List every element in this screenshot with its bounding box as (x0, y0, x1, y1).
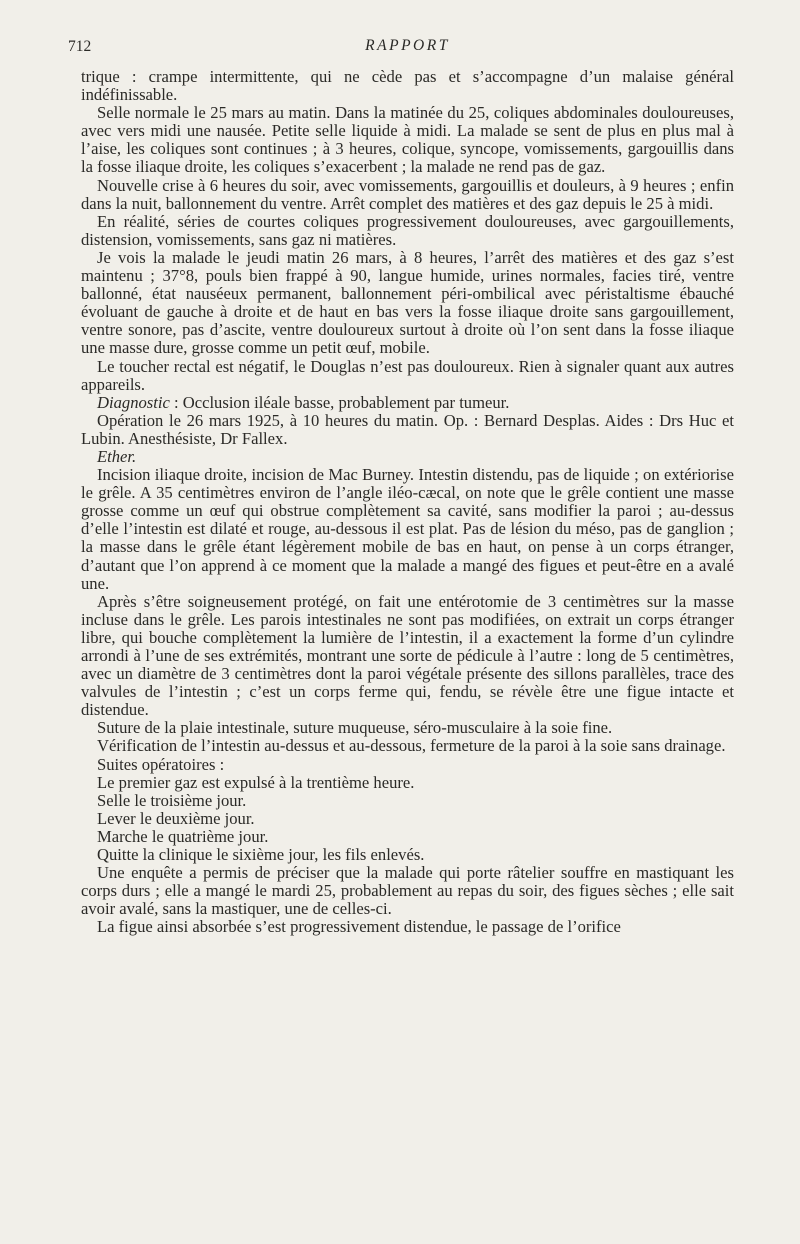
paragraph (81, 412, 734, 448)
paragraph (81, 719, 734, 737)
page-header (68, 34, 734, 68)
paragraph (81, 68, 734, 104)
paragraph (81, 358, 734, 394)
paragraph (81, 810, 734, 828)
paragraph (81, 918, 734, 936)
paragraph (81, 213, 734, 249)
paragraph-text: Quitte la clinique le sixième jour, les fils enlevés. (97, 845, 425, 865)
diagnostic-label: Diagnostic (97, 392, 170, 412)
paragraph-text: Lever le deuxième jour. (97, 808, 255, 828)
paragraph (81, 737, 734, 755)
paragraph (81, 864, 734, 918)
paragraph-text: La figue ainsi absorbée s’est progressivement distendue, le passage de l’orifice (97, 917, 621, 937)
paragraph-text: Opération le 26 mars 1925, à 10 heures du matin. Op. : Bernard Desplas. Aides : Drs Huc et Lubin. Anesthésiste, Dr Fallex. (81, 410, 734, 448)
paragraph (81, 792, 734, 810)
paragraph-text: trique : crampe intermittente, qui ne cède pas et s’accompagne d’un malaise général indéfinissable. (81, 67, 734, 105)
paragraph-anesthetic (81, 448, 734, 466)
page-number: 712 (68, 38, 92, 55)
paragraph-text: Incision iliaque droite, incision de Mac Burney. Intestin distendu, pas de liquide ; on extériorise le grêle. A 35 centimètres environ de l’angle iléo-cæcal, on note que le grêle contient une masse grosse comme un œuf qui obstrue complètement sa cavité, sans modifier la paroi ; au-dessus d’elle l’intestin est dilaté et rouge, au-dessous il est plat. Pas de lésion du méso, pas de ganglion ; la masse dans le grêle étant légèrement mobile de bas en haut, on pense à un corps étranger, d’autant que l’on apprend à ce moment que la malade a mangé des figues et peut-être en a avalé une. (81, 465, 734, 593)
paragraph (81, 249, 734, 358)
body-text (81, 68, 734, 937)
paragraph (81, 846, 734, 864)
paragraph-text: En réalité, séries de courtes coliques progressivement douloureuses, avec gargouillements, distension, vomissements, sans gaz ni matières. (81, 211, 734, 249)
paragraph (81, 593, 734, 720)
paragraph-text: Nouvelle crise à 6 heures du soir, avec vomissements, gargouillis et douleurs, à 9 heures ; enfin dans la nuit, ballonnement du ventre. Arrêt complet des matières et des gaz depuis le 25 à midi. (81, 175, 734, 213)
paragraph-text: Je vois la malade le jeudi matin 26 mars, à 8 heures, l’arrêt des matières et des gaz s’est maintenu ; 37°8, pouls bien frappé à 90, langue humide, urines normales, facies tiré, ventre ballonné, état nauséeux permanent, ballonnement péri-ombilical avec péristaltisme ébauché évoluant de gauche à droite et de haut en bas vers la fosse iliaque droite sans gargouillement, ventre sonore, pas d’ascite, ventre douloureux surtout à droite où l’on sent dans la fosse iliaque une masse dure, grosse comme un petit œuf, mobile. (81, 247, 734, 358)
paragraph (81, 774, 734, 792)
paragraph-text: Une enquête a permis de préciser que la malade qui porte râtelier souffre en mastiquant les corps durs ; elle a mangé le mardi 25, probablement au repas du soir, des figues sèches ; elle sait avoir avalé, sans la mastiquer, une de celles-ci. (81, 863, 734, 919)
paragraph-text: Le premier gaz est expulsé à la trentième heure. (97, 772, 415, 792)
paragraph-text: Vérification de l’intestin au-dessus et au-dessous, fermeture de la paroi à la soie sans drainage. (97, 736, 726, 756)
running-title: RAPPORT (365, 37, 450, 54)
paragraph-diagnostic (81, 394, 734, 412)
paragraph (81, 756, 734, 774)
paragraph-text: Marche le quatrième jour. (97, 826, 269, 846)
paragraph-text: Après s’être soigneusement protégé, on fait une entérotomie de 3 centimètres sur la masse incluse dans le grêle. Les parois intestinales ne sont pas modifiées, on extrait un corps étranger libre, qui bouche complètement la lumière de l’intestin, il a exactement la forme d’un cylindre arrondi à l’une de ses extrémités, montrant une sorte de pédicule à l’autre : long de 5 centimètres, avec un diamètre de 3 centimètres dont la paroi végétale présente des sillons parallèles, trace des valvules de l’intestin ; c’est un corps ferme qui, fendu, se révèle être une figue intacte et distendue. (81, 591, 734, 720)
paragraph-text: Selle le troisième jour. (97, 790, 247, 810)
paragraph-text: Suites opératoires : (97, 754, 225, 774)
paragraph-text: Suture de la plaie intestinale, suture muqueuse, séro-musculaire à la soie fine. (97, 718, 613, 738)
paragraph-text: : Occlusion iléale basse, probablement par tumeur. (169, 392, 510, 412)
paragraph (81, 828, 734, 846)
paragraph (81, 177, 734, 213)
paragraph (81, 466, 734, 593)
paragraph (81, 104, 734, 176)
paragraph-text: Selle normale le 25 mars au matin. Dans la matinée du 25, coliques abdominales douloureuses, avec vers midi une nausée. Petite selle liquide à midi. La malade se sent de plus en plus mal à l’aise, les coliques sont continues ; à 3 heures, colique, syncope, vomissements, gargouillis dans la fosse iliaque droite, les coliques s’exacerbent ; la malade ne rend pas de gaz. (81, 103, 734, 177)
paragraph-text: Le toucher rectal est négatif, le Douglas n’est pas douloureux. Rien à signaler quant aux autres appareils. (81, 356, 734, 394)
anesthetic-label: Ether. (97, 446, 137, 466)
